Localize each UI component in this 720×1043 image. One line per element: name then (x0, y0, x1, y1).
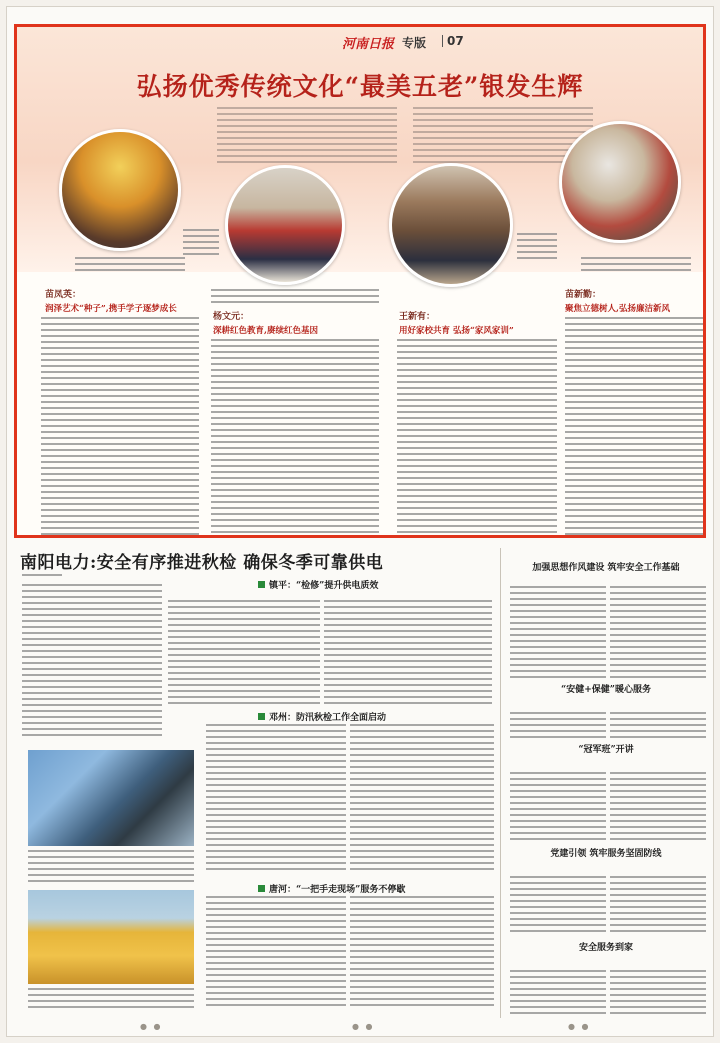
lower-column-6 (206, 896, 346, 1008)
newspaper-logo: 河南日报 (342, 37, 395, 52)
subsection-heading-3: 王新有： 用好家校共育 弘扬“家风家训” (399, 312, 514, 336)
subsection-heading-2: 杨文元： 深耕红色教育,赓续红色基因 (213, 312, 318, 336)
article-column-2 (211, 339, 379, 535)
square-bullet-icon (258, 713, 265, 720)
page-number: 07 (447, 34, 464, 48)
photo-caption-lower-2 (28, 988, 194, 1008)
right-column-1a (510, 586, 606, 678)
right-column-4b (610, 876, 706, 936)
article-column-2-top (211, 289, 379, 305)
right-headline-1: 加强思想作风建设 筑牢安全工作基础 (532, 563, 680, 573)
article-column-4 (565, 317, 703, 535)
article-column-3 (397, 339, 557, 535)
subhead-2: 邓州：防汛秋检工作全面启动 (258, 710, 386, 723)
lower-column-1 (22, 584, 162, 740)
masthead-divider (442, 35, 443, 47)
subsection-heading-4: 苗新勤： 聚焦立德树人,弘扬廉洁新风 (565, 290, 670, 314)
page-dots-right: ● ● (568, 1022, 591, 1031)
feature-photo-1 (59, 129, 181, 251)
column-divider (500, 548, 501, 1018)
section-label: 专版 (402, 36, 427, 50)
right-column-5a (510, 970, 606, 1014)
lead-paragraph-left (217, 107, 397, 165)
feature-article (14, 24, 706, 538)
feature-photo-2 (225, 165, 345, 285)
right-headline-4: 党建引领 筑牢服务坚固防线 (550, 849, 662, 859)
lower-column-2 (168, 600, 320, 704)
page-dots-middle: ● ● (352, 1022, 375, 1031)
photo-caption-3 (517, 233, 557, 263)
right-column-5b (610, 970, 706, 1014)
subsection-heading-1: 苗凤英： 润泽艺术“种子”,携手学子逐梦成长 (45, 290, 177, 314)
right-column-3b (610, 772, 706, 842)
lower-article-title: 南阳电力:安全有序推进秋检 确保冬季可靠供电 (20, 553, 384, 573)
right-column-4a (510, 876, 606, 936)
lower-column-4 (206, 724, 346, 874)
feature-title: 弘扬优秀传统文化“最美五老”银发生辉 (136, 72, 584, 101)
harvest-corn-photo (28, 890, 194, 984)
photo-caption-lower-1 (28, 850, 194, 882)
subhead-1: 镇平：“检修”提升供电质效 (258, 578, 378, 591)
right-headline-3: “冠军班”开讲 (578, 745, 634, 755)
masthead (17, 33, 703, 51)
lower-column-7 (350, 896, 494, 1008)
byline (22, 574, 62, 578)
square-bullet-icon (258, 885, 265, 892)
lower-column-5 (350, 724, 494, 874)
right-column-1b (610, 586, 706, 678)
feature-photo-3 (389, 163, 513, 287)
photo-caption-2 (183, 229, 219, 259)
subhead-3: 唐河：“一把手走现场”服务不停歇 (258, 882, 405, 895)
page-dots-left: ● ● (140, 1022, 163, 1031)
right-column-3a (510, 772, 606, 842)
photo-caption-4 (581, 257, 691, 271)
worker-inspection-photo (28, 750, 194, 846)
photo-caption-1 (75, 257, 185, 271)
feature-photo-4 (559, 121, 681, 243)
lower-column-3 (324, 600, 492, 704)
right-column-2a (510, 712, 606, 740)
right-headline-5: 安全服务到家 (578, 943, 633, 953)
square-bullet-icon (258, 581, 265, 588)
article-column-1 (41, 317, 199, 535)
right-headline-2: “安健+保健”暖心服务 (561, 685, 651, 695)
right-column-2b (610, 712, 706, 740)
